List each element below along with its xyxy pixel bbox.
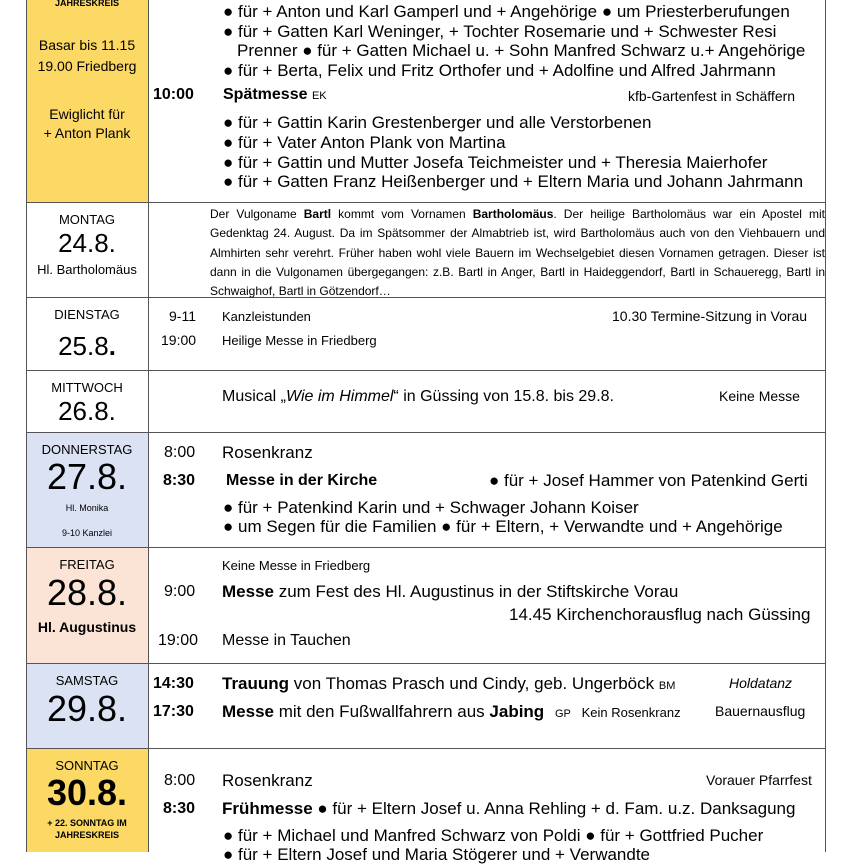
event-text: Rosenkranz xyxy=(222,771,313,790)
wedding-label: Trauung xyxy=(222,674,290,693)
event-text: Kanzleistunden xyxy=(222,309,311,324)
saint-label: Hl. Bartholomäus xyxy=(37,262,137,277)
eternal-light-name: + Anton Plank xyxy=(43,125,131,141)
side-note: Keine Messe xyxy=(719,388,800,404)
date-label: 26.8. xyxy=(58,396,116,426)
intention-line: ● für + Gatten Franz Heißenberger und + Eltern Maria und Johann Jahrmann xyxy=(223,172,804,191)
side-note: Vorauer Pfarrfest xyxy=(706,772,812,788)
row-divider xyxy=(26,663,826,664)
saint-label: Hl. Monika xyxy=(65,503,109,513)
date-label xyxy=(26,331,148,362)
event-text: von Thomas Prasch und Cindy, geb. Ungerböck xyxy=(289,674,655,693)
intention-line: ● für + Vater Anton Plank von Martina xyxy=(223,133,506,152)
side-note: 10.30 Termine-Sitzung in Vorau xyxy=(612,308,808,324)
event-text: Heilige Messe in Friedberg xyxy=(222,333,377,348)
right-border xyxy=(825,0,826,852)
column-divider xyxy=(148,0,149,852)
date-label: 29.8. xyxy=(46,688,128,729)
intention-line: ● für + Gattin Karin Grestenberger und alle Verstorbenen xyxy=(223,113,652,132)
office-hours: 9-10 Kanzlei xyxy=(61,528,113,538)
pilgrim-mass xyxy=(222,702,681,722)
event-text: Rosenkranz xyxy=(222,443,313,462)
date-text: 25.8 xyxy=(58,331,109,361)
date-label: 30.8. xyxy=(46,772,128,813)
intention-line: ● um Segen für die Familien ● für + Eltern, + Verwandte und + Angehörige xyxy=(223,517,783,536)
sunday-subtitle: + 22. SONNTAG IM xyxy=(47,818,127,828)
intention-line: ● für + Berta, Felix und Fritz Orthofer und + Adolfine und Alfred Jahrmann xyxy=(223,61,776,80)
intention-text: ● für + Eltern Josef u. Anna Rehling + d. Fam. u.z. Danksagung xyxy=(312,799,796,818)
weekday-label: DONNERSTAG xyxy=(41,442,133,457)
event-time: 17:30 xyxy=(153,703,194,720)
date-dot: . xyxy=(108,331,116,361)
intention-line: ● für + Gatten Karl Weninger, + Tochter Rosemarie und + Schwester Resi xyxy=(223,22,777,41)
bg-sunday-1 xyxy=(26,0,148,202)
event-time: 19:00 xyxy=(161,332,197,348)
date-label: 28.8. xyxy=(46,572,128,613)
side-note: kfb-Gartenfest in Schäffern xyxy=(628,88,796,104)
mass-title: Messe in der Kirche xyxy=(226,472,378,489)
event-text: mit den Fußwallfahrern aus xyxy=(273,702,490,721)
weekday-label: SAMSTAG xyxy=(55,673,119,688)
mass-label: Frühmesse xyxy=(222,799,313,818)
note-text: “ in Güssing von 15.8. bis 29.8. xyxy=(393,388,614,405)
note-text: . Der heilige Bartholomäus war ein Apostel mit Gedenktag 24. August. Da im Spätsommer der Almabtrieb ist, wird Bartholomäus auch von den Viehbauern und Almhirten sehr verehrt. Früher haben wohl viele Bauern im Wechselgebiet diesen Vornamen getragen. Dieser ist dann in die Vulgonamen übergegangen: z.B. Bartl in Anger, Bartl in Haideggendorf, Bartl in Schaueregg, Bartl in Schwaighof, Bartl in Götzendorf… xyxy=(210,207,825,299)
event-text: zum Fest des Hl. Augustinus in der Stiftskirche Vorau xyxy=(273,582,679,601)
event-time: 8:30 xyxy=(163,472,196,489)
eternal-light-label: Ewiglicht für xyxy=(49,106,125,122)
event-time: 10:00 xyxy=(153,86,194,103)
row-divider xyxy=(26,202,826,203)
bazaar-place: 19.00 Friedberg xyxy=(37,58,137,74)
weekday-label: MITTWOCH xyxy=(51,380,123,395)
intention-line: Prenner ● für + Gatten Michael u. + Sohn Manfred Schwarz u.+ Angehörige xyxy=(237,41,806,60)
row-divider xyxy=(26,547,826,548)
musical-title: Wie im Himmel xyxy=(286,388,394,405)
event-text: Keine Messe in Friedberg xyxy=(222,558,371,573)
mass-label: Messe xyxy=(222,702,274,721)
note-text: Musical „ xyxy=(222,388,287,405)
event-time: 8:30 xyxy=(163,800,196,817)
no-rosary-note: Kein Rosenkranz xyxy=(581,705,681,720)
place-label: Jabing xyxy=(489,702,545,721)
note-bold: Bartl xyxy=(303,207,332,221)
musical-note xyxy=(222,388,614,406)
mass-label: Messe xyxy=(222,582,274,601)
saint-label: Hl. Augustinus xyxy=(37,619,137,635)
note-text: kommt vom Vornamen xyxy=(331,207,473,221)
event-time: 9-11 xyxy=(169,308,196,324)
early-mass xyxy=(222,799,795,819)
weekday-label: SONNTAG xyxy=(55,758,119,773)
event-text: Messe in Tauchen xyxy=(222,632,351,649)
event-time: 14:30 xyxy=(153,675,194,692)
intention-line: ● für + Patenkind Karin und + Schwager Johann Koiser xyxy=(223,498,639,517)
side-note: Bauernausflug xyxy=(715,703,806,719)
intention-line: ● für + Eltern Josef und Maria Stögerer und + Verwandte xyxy=(223,845,651,864)
celebrant-code: GP xyxy=(554,708,571,720)
row-divider xyxy=(26,370,826,371)
bartl-note xyxy=(210,205,825,301)
note-bold: Bartholomäus xyxy=(472,207,554,221)
side-note: Holdatanz xyxy=(729,675,793,691)
late-mass-label: Spätmesse xyxy=(223,86,308,103)
weekday-label: MONTAG xyxy=(58,212,116,227)
event-time: 8:00 xyxy=(164,444,196,461)
intention-line: ● für + Anton und Karl Gamperl und + Angehörige ● um Priesterberufungen xyxy=(223,2,790,21)
intention-line: ● für + Josef Hammer von Patenkind Gerti xyxy=(489,471,808,490)
row-divider xyxy=(26,748,826,749)
event-time: 8:00 xyxy=(164,772,196,789)
feast-mass xyxy=(222,582,678,602)
event-time: 9:00 xyxy=(164,583,196,600)
weekday-label: DIENSTAG xyxy=(54,307,120,322)
sunday-1-subtitle: JAHRESKREIS xyxy=(54,0,119,8)
note-text: Der Vulgoname xyxy=(210,207,304,221)
intention-line: ● für + Gattin und Mutter Josefa Teichmeister und + Theresia Maierhofer xyxy=(223,153,768,172)
date-label: 27.8. xyxy=(46,456,128,497)
date-label: 24.8. xyxy=(58,228,116,258)
celebrant-code: BM xyxy=(658,680,676,692)
bazaar-time: Basar bis 11.15 xyxy=(38,37,136,53)
row-divider xyxy=(26,432,826,433)
intention-line: ● für + Michael und Manfred Schwarz von Poldi ● für + Gottfried Pucher xyxy=(223,826,764,845)
sunday-subtitle: JAHRESKREIS xyxy=(54,830,119,840)
wedding-event xyxy=(222,674,675,694)
event-time: 19:00 xyxy=(158,632,199,649)
celebrant-code: EK xyxy=(311,90,327,102)
side-note: 14.45 Kirchenchorausflug nach Güssing xyxy=(509,605,811,624)
late-mass-title xyxy=(223,86,327,104)
weekday-label: FREITAG xyxy=(59,557,115,572)
